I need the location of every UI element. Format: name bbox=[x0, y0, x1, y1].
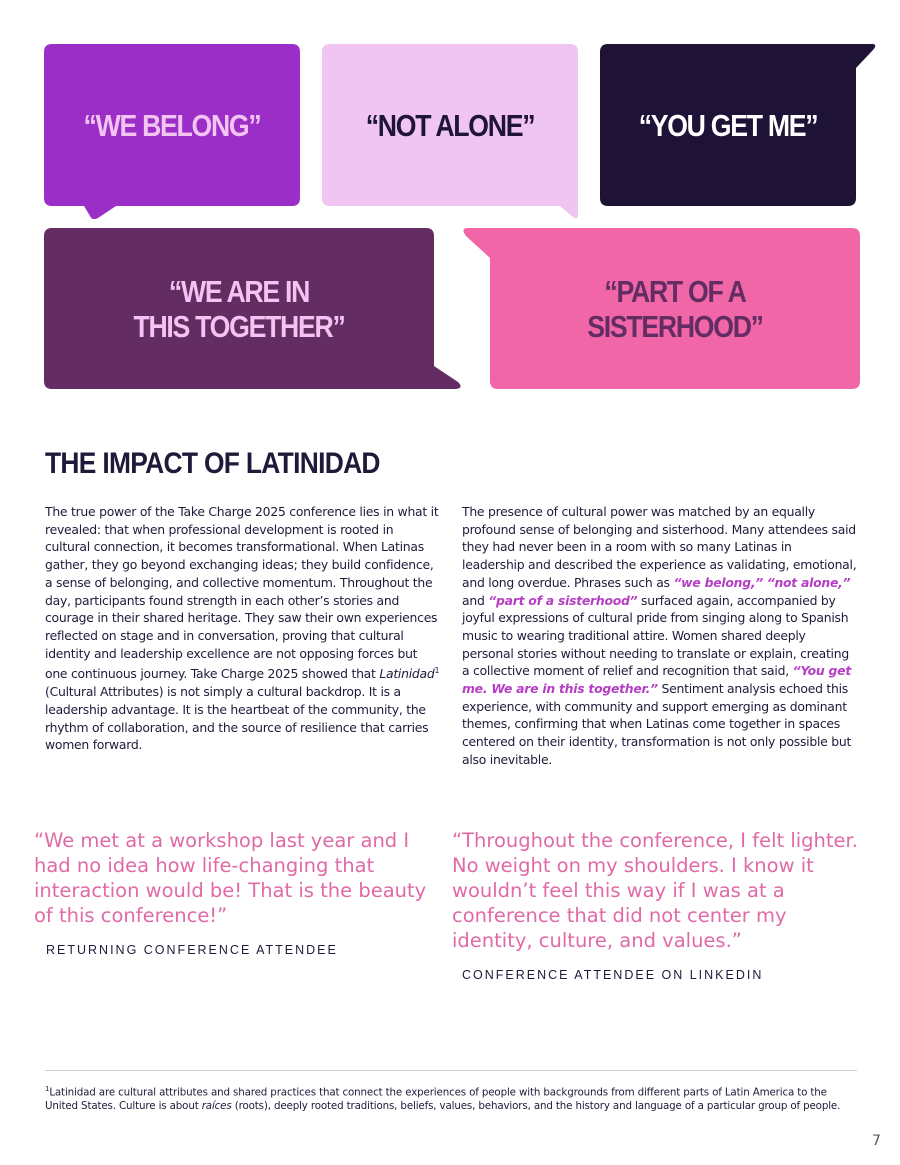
quote-attribution-left: RETURNING CONFERENCE ATTENDEE bbox=[46, 943, 338, 957]
page-number: 7 bbox=[872, 1133, 881, 1149]
section-heading: THE IMPACT OF LATINIDAD bbox=[45, 447, 380, 480]
right-text-3: Sentiment analysis echoed this experience, with community and support emerging as dominant themes, confirming that when Latinas come together in spaces centered on their identity, transformation is not only possible but also inevitable. bbox=[462, 681, 852, 767]
bubble-not-alone-text: “NOT ALONE” bbox=[365, 107, 535, 143]
left-column bbox=[45, 503, 440, 754]
bubble-together-text: “WE ARE IN THIS TOGETHER” bbox=[133, 274, 345, 344]
latinidad-term: Latinidad bbox=[379, 666, 435, 682]
phrase-sisterhood: “part of a sisterhood” bbox=[488, 592, 638, 608]
footnote bbox=[45, 1082, 855, 1113]
quote-attribution-right: CONFERENCE ATTENDEE ON LINKEDIN bbox=[462, 968, 764, 982]
bubble-sisterhood bbox=[462, 228, 860, 390]
bubble-we-belong bbox=[44, 44, 300, 220]
right-paragraph bbox=[462, 503, 857, 769]
bubble-sisterhood-text: “PART OF A SISTERHOOD” bbox=[587, 273, 763, 344]
pull-quote-left: “We met at a workshop last year and I had no idea how life-changing that interaction would be! That is the beauty of this conference!” bbox=[34, 829, 427, 927]
right-text-2: surfaced again, accompanied by joyful expressions of cultural pride from singing along to Spanish music to wearing traditional attire. Women shared deeply personal stories without needing to translate or explain, creating a collective moment of relief and recognition that said, bbox=[462, 592, 849, 679]
phrase-we-belong: “we belong,” bbox=[673, 574, 764, 590]
bubble-together bbox=[44, 228, 464, 390]
left-paragraph bbox=[45, 503, 440, 754]
right-column bbox=[462, 503, 857, 769]
footnote-text-2: (roots), deeply rooted traditions, beliefs, values, behaviors, and the history and language of a particular group of people. bbox=[231, 1100, 841, 1113]
right-text-1: The presence of cultural power was matched by an equally profound sense of belonging and sisterhood. Many attendees said they had never been in a room with so many Latinas in leadership and described the experience as validating, emotional, and long overdue. Phrases such as bbox=[462, 504, 857, 590]
footnote-raices: raíces bbox=[201, 1100, 232, 1113]
phrase-not-alone: “not alone,” bbox=[766, 574, 851, 590]
footnote-mark: 1 bbox=[45, 1085, 50, 1093]
bubble-we-belong-text: “WE BELONG” bbox=[83, 107, 261, 143]
footnote-reference: 1 bbox=[434, 666, 440, 676]
phrase-you-get-me: “You get me. We are in this together.” bbox=[462, 663, 852, 697]
left-text-1: The true power of the Take Charge 2025 conference lies in what it revealed: that when professional development is rooted in cultural connection, it becomes transformational. When Latinas gather, they go beyond exchanging ideas; they build confidence, a sense of belonging, and collective momentum. Throughout the day, participants found strength in each other’s stories and courage in their shared heritage. They saw their own experiences reflected on stage and in conversation, proving that cultural identity and leadership excellence are not opposing forces but one continuous journey. Take Charge 2025 showed that bbox=[45, 504, 439, 682]
pull-quote-right: “Throughout the conference, I felt lighter. No weight on my shoulders. I know it wouldn’t feel this way if I was at a conference that did not center my identity, culture, and values.” bbox=[452, 829, 858, 952]
footnote-text-1: Latinidad are cultural attributes and shared practices that connect the experiences of people with backgrounds from different parts of Latin America to the United States. Culture is about bbox=[45, 1086, 827, 1113]
bubble-not-alone bbox=[322, 44, 578, 220]
left-text-2: (Cultural Attributes) is not simply a cultural backdrop. It is a leadership advantage. It is the heartbeat of the community, the rhythm of collaboration, and the source of resilience that carries women forward. bbox=[45, 684, 429, 753]
right-text-and: and bbox=[462, 592, 489, 608]
footnote-divider bbox=[45, 1070, 857, 1071]
bubble-you-get-me bbox=[600, 44, 876, 206]
bubble-you-get-me-text: “YOU GET ME” bbox=[638, 107, 818, 143]
